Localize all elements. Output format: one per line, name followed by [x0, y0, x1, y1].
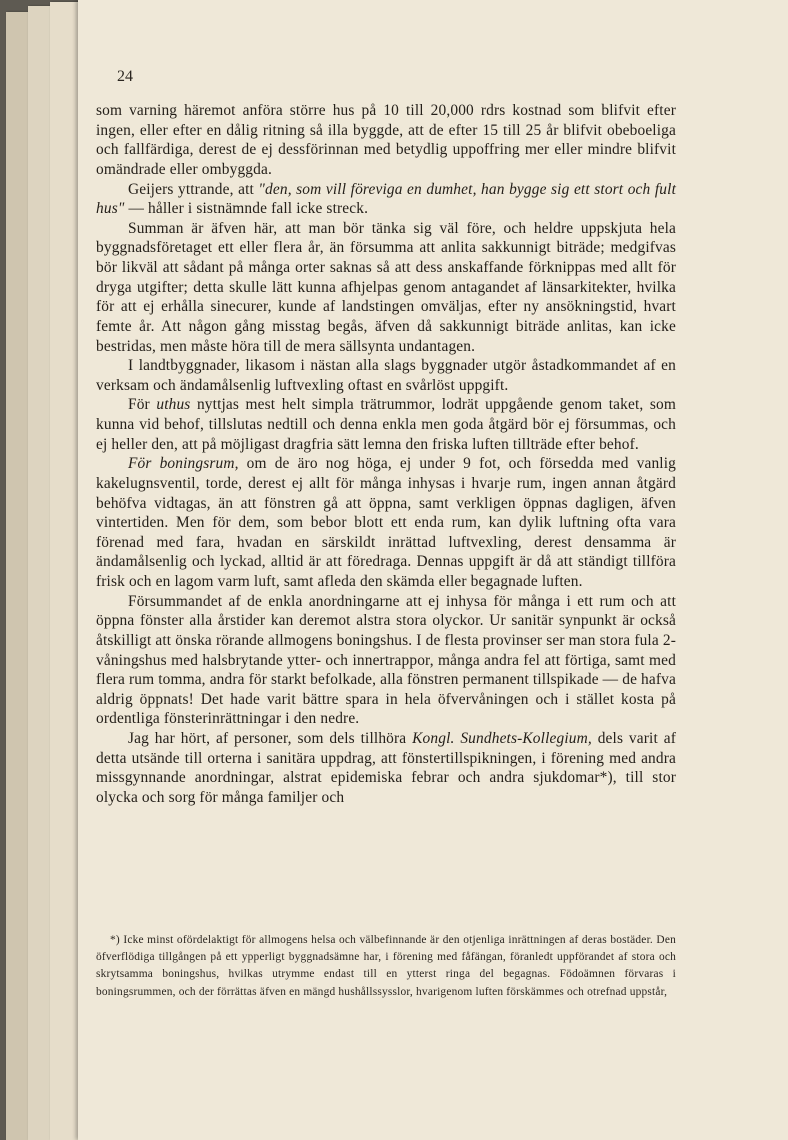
body-text [96, 101, 676, 808]
text-run: I landtbyggnader, likasom i nästan alla slags byggnader utgör åstadkommandet af en verksam och ändamålsenlig luftvexling oftast en svårlöst uppgift. [96, 357, 676, 394]
paragraph [96, 101, 676, 180]
page-number: 24 [117, 68, 133, 85]
text-run: För [128, 396, 157, 414]
text-run: — håller i sistnämnde fall icke streck. [124, 200, 369, 218]
text-run: som varning häremot anföra större hus på 10 till 20,000 rdrs kostnad som blifvit efter ingen, eller efter en dålig ritning så illa byggde, att de efter 15 till 25 år blifvit obeboeliga och fallfärdiga, derest de ej dessförinnan med betydlig uppoffring mer eller mindre blifvit omändrade eller ombyggda. [96, 102, 676, 178]
paragraph [96, 454, 676, 591]
text-run: nyttjas mest helt simpla trätrummor, lodrät uppgående genom taket, som kunna vid behof, tillslutas nedtill och denna enkla men goda åtgärd bör ej försummas, och ej heller den, att på möjligast dragfria sätt lemna den friska luften tillträde efter behof. [96, 396, 677, 453]
footnote [96, 932, 676, 1001]
paragraph [96, 356, 676, 395]
text-run: Geijers yttrande, att [128, 180, 259, 198]
paragraph [96, 219, 676, 356]
text-run: dels varit af detta utsände till orterna i sanitära uppdrag, att fönstertillspikningen, i förening med andra missgynnande anordningar, alstrat epidemiska febrar och andra sjukdomar*), till stor olycka och sorg för många familjer och [96, 730, 676, 806]
text-run: Summan är äfven här, att man bör tänka sig väl före, och heldre uppskjuta hela byggnadsföretaget ett eller flera år, än försumma att anlita sakkunnigt biträde; medgifvas bör likväl att sådant på många orter saknas så att dess anskaffande förknippas med allt för dryga utgifter; detta skulle lätt kunna afhjelpas genom antagandet af länsarkitekter, hvilka för att ej erhålla sinecurer, kunde af landstingen omväljas, efter ny ansökningstid, hvart femte år. Att någon gång misstag begås, äfven då sakkunnigt biträde anlitas, kan icke bestridas, men måste höra till de mera sällsynta undantagen. [96, 219, 676, 355]
italic-run: "den, som vill föreviga en dumhet, han bygge sig ett stort och fult hus" [96, 180, 676, 218]
paragraph [96, 180, 676, 219]
paragraph [96, 729, 676, 808]
text-run: om de äro nog höga, ej under 9 fot, och försedda med vanlig kakelugnsventil, torde, derest ej allt för många inhysas i hvarje rum, ingen annan åtgärd behöfva vidtagas, än att fönstren gå att öppna, samt verkligen öppnas dagligen, äfven vintertiden. Men för dem, som bebor blott ett enda rum, kan dylik luftning ofta vara förenad med fara, hvadan en särskildt inrättad luftvexling, derest densamma är ändamålsenlig och lyckad, alltid är att föredraga. Dennas uppgift är då att ständigt tillföra frisk och en lagom varm luft, samt afleda den skämda eller begagnade luften. [96, 455, 676, 590]
footnote-text: *) Icke minst ofördelaktigt för allmogens helsa och välbefinnande är den otjenliga inrättningen af deras bostäder. Den öfverflödiga tillgången på ett ypperligt byggnadsämne har, i förening med fåfängan, föranledt uppförandet af stora och skrytsamma boningshus, hvilkas utrymme endast till en ytterst ringa del begagnas. Födoämnen förvaras i boningsrummen, och der förrättas äfven en mängd hushållssysslor, hvarigenom luften förskämmes och otrefnad uppstår, [96, 934, 676, 998]
paragraph [96, 592, 676, 729]
text-run: Försummandet af de enkla anordningarne att ej inhysa för många i ett rum och att öppna fönster alla årstider kan deremot alstra stora olyckor. Ur sanitär synpunkt är också åtskilligt att önska rörande allmogens boningshus. I de flesta provinser ser man stora fula 2-våningshus med halsbrytande ytter- och innertrappor, många andra fel att förtiga, samt med flera rum tomma, andra för starkt befolkade, alla fönstren permanent tillspikade — de hafva aldrig öppnats! Det hade varit bättre spara in hela öfvervåningen och i stället kosta på ordentliga fönsterinrättningar i den nedre. [96, 592, 676, 728]
italic-run: För boningsrum, [128, 455, 239, 473]
italic-run: Kongl. Sundhets-Kollegium, [412, 730, 592, 747]
text-run: Jag har hört, af personer, som dels tillhöra [128, 730, 413, 747]
italic-run: uthus [156, 396, 191, 414]
paragraph [96, 395, 676, 454]
